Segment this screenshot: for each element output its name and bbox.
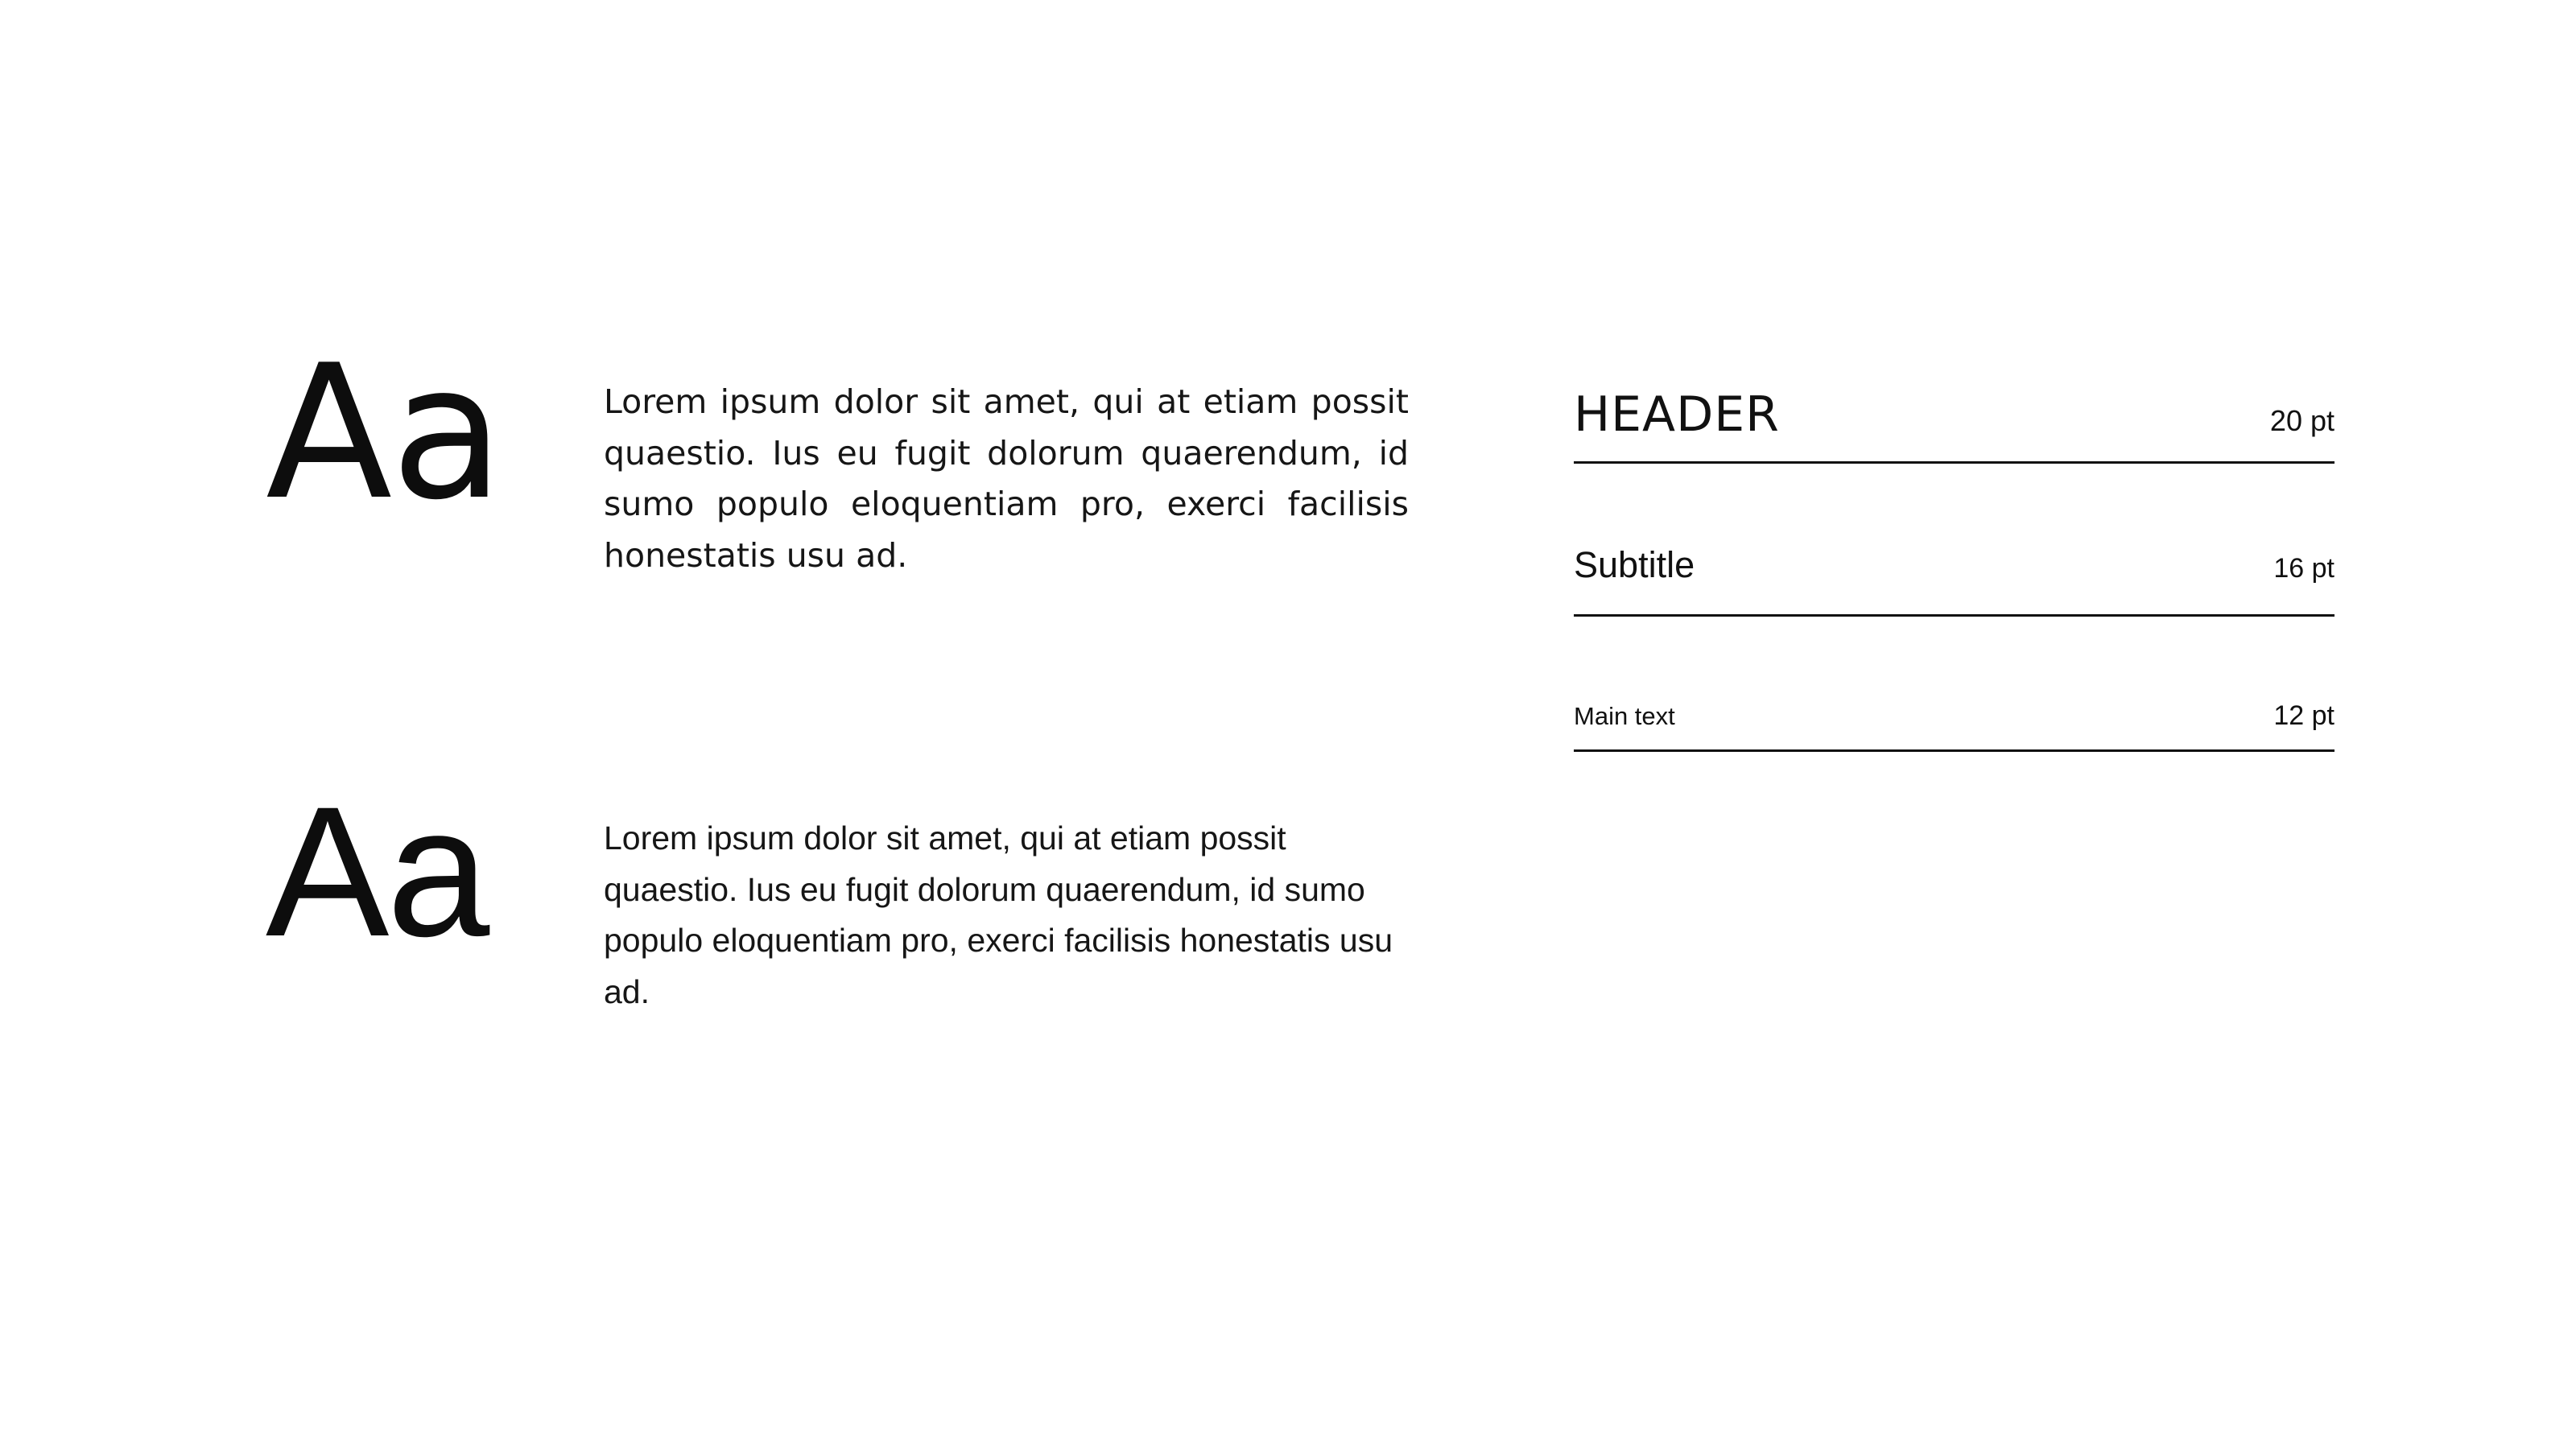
specimen-glyphs-sans: Aa [266,768,488,975]
type-scale-row-subtitle [1574,544,2334,617]
type-scale-panel [1574,386,2334,752]
type-scale-size-header: 20 pt [2269,404,2334,437]
specimen-sample-text-serif: Lorem ipsum dolor sit amet, qui at etiam possit quaestio. Ius eu fugit dolorum quaerendum, id sumo populo eloquentiam pro, exerci facilisis honestatis usu ad. [604,382,1409,575]
type-scale-label-header: HEADER [1574,386,1780,443]
font-specimen-block-serif [266,326,1409,581]
type-scale-size-main-text: 12 pt [2273,700,2334,731]
type-scale-row-main-text [1574,700,2334,752]
type-scale-size-subtitle: 16 pt [2273,553,2334,584]
specimen-glyphs-serif: Aa [266,326,503,541]
specimen-sample-text-sans: Lorem ipsum dolor sit amet, qui at etiam possit quaestio. Ius eu fugit dolorum quaerendum, id sumo populo eloquentiam pro, exerci facilisis honestatis usu ad. [604,819,1393,1010]
type-scale-label-subtitle: Subtitle [1574,544,1695,585]
type-scale-label-main-text: Main text [1574,702,1675,730]
font-specimen-block-sans [266,768,1409,1018]
type-scale-row-header [1574,386,2334,464]
